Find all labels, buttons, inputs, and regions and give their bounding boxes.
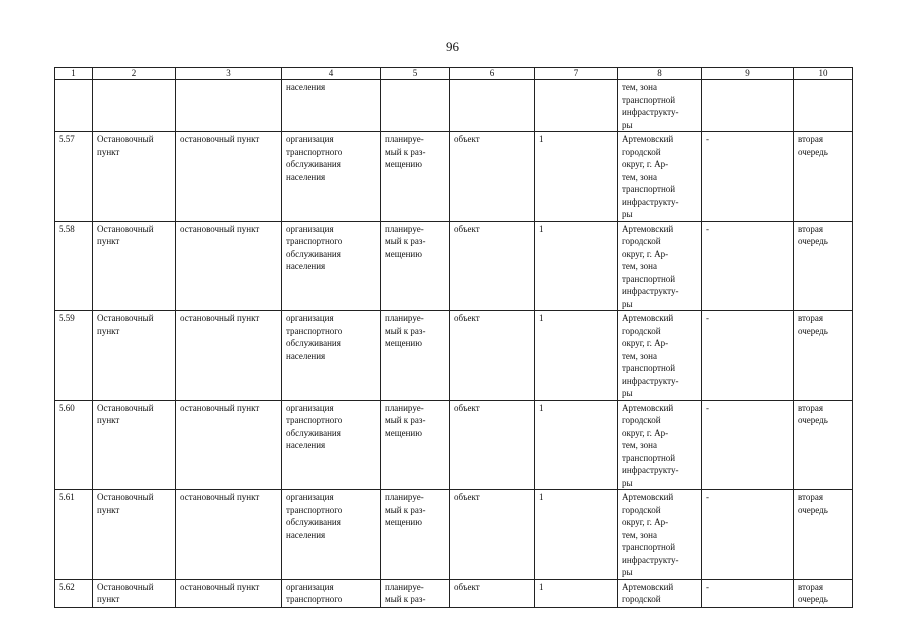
table-cell <box>794 80 853 132</box>
type-cell: остановочный пункт <box>176 132 282 222</box>
count-cell: 1 <box>535 400 618 490</box>
column-number-header: 7 <box>535 68 618 80</box>
col9-cell: - <box>702 579 794 607</box>
count-cell: 1 <box>535 132 618 222</box>
table-cell <box>450 80 535 132</box>
name-cell: Остановочный пункт <box>93 579 176 607</box>
column-number-header: 8 <box>618 68 702 80</box>
kind-cell: объект <box>450 400 535 490</box>
column-number-header: 9 <box>702 68 794 80</box>
col9-cell: - <box>702 132 794 222</box>
status-cell: планируе- мый к раз- мещению <box>381 221 450 311</box>
col9-cell: - <box>702 490 794 580</box>
row-number-cell: 5.59 <box>55 311 93 401</box>
kind-cell: объект <box>450 221 535 311</box>
location-cell: Артемовский городской <box>618 579 702 607</box>
col9-cell: - <box>702 400 794 490</box>
name-cell: Остановочный пункт <box>93 221 176 311</box>
type-cell: остановочный пункт <box>176 579 282 607</box>
status-cell: планируе- мый к раз- мещению <box>381 490 450 580</box>
row-number-cell: 5.62 <box>55 579 93 607</box>
type-cell: остановочный пункт <box>176 311 282 401</box>
location-cell: тем, зона транспортной инфраструкту- ры <box>618 80 702 132</box>
type-cell: остановочный пункт <box>176 400 282 490</box>
column-number-header: 1 <box>55 68 93 80</box>
row-number-cell: 5.58 <box>55 221 93 311</box>
count-cell: 1 <box>535 221 618 311</box>
table-cell <box>381 80 450 132</box>
name-cell: Остановочный пункт <box>93 400 176 490</box>
kind-cell: объект <box>450 132 535 222</box>
col9-cell: - <box>702 311 794 401</box>
purpose-cell: организация транспортного обслуживания населения <box>282 132 381 222</box>
table-row <box>55 579 853 607</box>
table-row <box>55 311 853 401</box>
col9-cell: - <box>702 221 794 311</box>
type-cell: остановочный пункт <box>176 221 282 311</box>
status-cell: планируе- мый к раз- мещению <box>381 132 450 222</box>
count-cell: 1 <box>535 490 618 580</box>
table-header-row <box>55 68 853 80</box>
stage-cell: вторая очередь <box>794 490 853 580</box>
purpose-cell: организация транспортного обслуживания населения <box>282 311 381 401</box>
stage-cell: вторая очередь <box>794 400 853 490</box>
location-cell: Артемовский городской округ, г. Ар- тем, зона транспортной инфраструкту- ры <box>618 490 702 580</box>
continuation-row <box>55 80 853 132</box>
purpose-cell: организация транспортного обслуживания населения <box>282 400 381 490</box>
row-number-cell: 5.61 <box>55 490 93 580</box>
purpose-cell: организация транспортного обслуживания населения <box>282 221 381 311</box>
stage-cell: вторая очередь <box>794 221 853 311</box>
column-number-header: 3 <box>176 68 282 80</box>
count-cell: 1 <box>535 311 618 401</box>
page-number: 96 <box>446 39 459 54</box>
table-cell <box>535 80 618 132</box>
column-number-header: 2 <box>93 68 176 80</box>
table-cell <box>702 80 794 132</box>
type-cell: остановочный пункт <box>176 490 282 580</box>
kind-cell: объект <box>450 579 535 607</box>
kind-cell: объект <box>450 490 535 580</box>
name-cell: Остановочный пункт <box>93 132 176 222</box>
purpose-cell: организация транспортного <box>282 579 381 607</box>
table-row <box>55 221 853 311</box>
table-cell <box>93 80 176 132</box>
row-number-cell: 5.60 <box>55 400 93 490</box>
name-cell: Остановочный пункт <box>93 311 176 401</box>
purpose-cell: населения <box>282 80 381 132</box>
row-number-cell: 5.57 <box>55 132 93 222</box>
status-cell: планируе- мый к раз- мещению <box>381 400 450 490</box>
name-cell: Остановочный пункт <box>93 490 176 580</box>
location-cell: Артемовский городской округ, г. Ар- тем, зона транспортной инфраструкту- ры <box>618 132 702 222</box>
table-row <box>55 490 853 580</box>
table-row <box>55 400 853 490</box>
purpose-cell: организация транспортного обслуживания населения <box>282 490 381 580</box>
location-cell: Артемовский городской округ, г. Ар- тем, зона транспортной инфраструкту- ры <box>618 221 702 311</box>
column-number-header: 6 <box>450 68 535 80</box>
objects-table <box>54 67 853 608</box>
location-cell: Артемовский городской округ, г. Ар- тем, зона транспортной инфраструкту- ры <box>618 400 702 490</box>
column-number-header: 5 <box>381 68 450 80</box>
table-cell <box>176 80 282 132</box>
stage-cell: вторая очередь <box>794 579 853 607</box>
location-cell: Артемовский городской округ, г. Ар- тем, зона транспортной инфраструкту- ры <box>618 311 702 401</box>
stage-cell: вторая очередь <box>794 132 853 222</box>
kind-cell: объект <box>450 311 535 401</box>
status-cell: планируе- мый к раз- <box>381 579 450 607</box>
count-cell: 1 <box>535 579 618 607</box>
column-number-header: 4 <box>282 68 381 80</box>
status-cell: планируе- мый к раз- мещению <box>381 311 450 401</box>
table-row <box>55 132 853 222</box>
stage-cell: вторая очередь <box>794 311 853 401</box>
column-number-header: 10 <box>794 68 853 80</box>
table-cell <box>55 80 93 132</box>
